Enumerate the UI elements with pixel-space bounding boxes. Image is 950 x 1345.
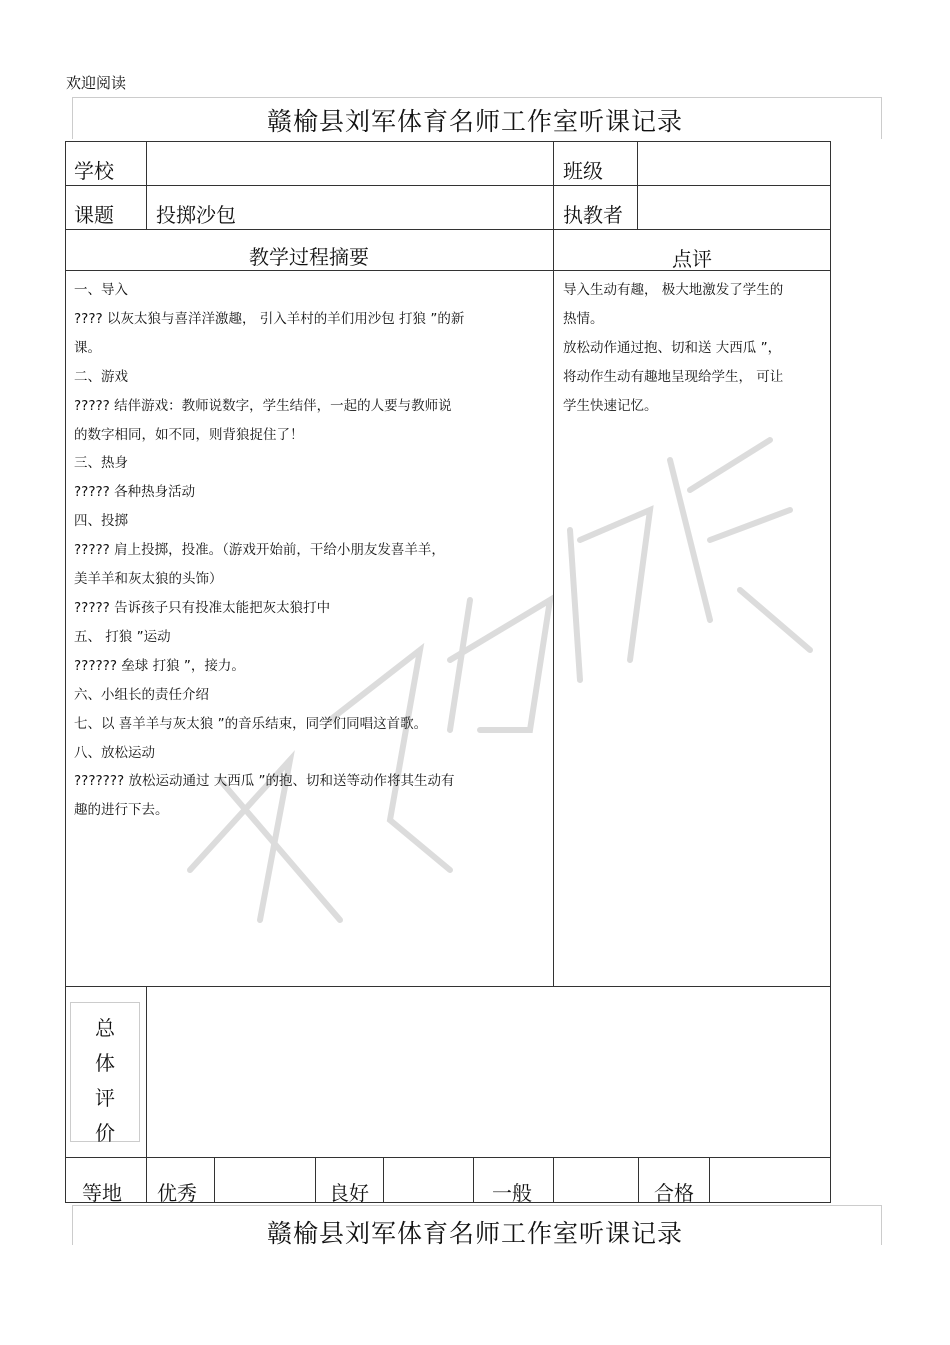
comment-line: 导入生动有趣， 极大地激发了学生的 <box>563 282 784 298</box>
grade-divider-6 <box>638 1157 639 1203</box>
comment-line: 放松动作通过抱、切和送 大西瓜 ”， <box>563 339 782 356</box>
grade-divider-7 <box>709 1157 710 1203</box>
process-line: ???? 以灰太狼与喜洋洋激趣， 引入羊村的羊们用沙包 打狼 ”的新 <box>74 310 465 327</box>
comment-line: 将动作生动有趣地呈现给学生， 可让 <box>563 368 784 385</box>
grade-option-average[interactable]: 一般 <box>492 1181 532 1205</box>
process-line: ????? 告诉孩子只有投准太能把灰太狼打中 <box>74 599 331 616</box>
process-line: ?????? 垒球 打狼 ”，接力。 <box>74 657 245 674</box>
process-line: 一、导入 <box>74 282 128 298</box>
process-summary <box>74 276 548 825</box>
process-header: 教学过程摘要 <box>249 245 369 269</box>
col-divider-right-label <box>637 141 638 229</box>
process-line: 三、热身 <box>74 455 128 472</box>
process-line: ????? 肩上投掷，投准。（游戏开始前，干给小朋友发喜羊羊， <box>74 542 445 559</box>
grade-option-pass[interactable]: 合格 <box>654 1181 694 1205</box>
process-line: 趣的进行下去。 <box>74 802 169 819</box>
header-note: 欢迎阅读 <box>66 74 127 92</box>
row-divider-5 <box>65 1157 831 1158</box>
school-label: 学校 <box>74 159 114 183</box>
process-line: 二、游戏 <box>74 368 128 385</box>
grade-label: 等地 <box>82 1181 122 1205</box>
overall-eval-char: 总 <box>95 1016 115 1040</box>
comment-content <box>563 276 825 421</box>
class-field[interactable] <box>646 155 824 181</box>
process-line: ??????? 放松运动通过 大西瓜 ”的抱、切和送等动作将其生动有 <box>74 773 455 790</box>
process-line: 的数字相同，如不同，则背狼捉住了！ <box>74 426 304 443</box>
overall-eval-char: 价 <box>95 1121 115 1145</box>
grade-divider-5 <box>553 1157 554 1203</box>
row-divider-2 <box>65 229 831 230</box>
process-line: 五、 打狼 ”运动 <box>74 628 171 645</box>
process-line: 七、以 喜羊羊与灰太狼 ”的音乐结束，同学们同唱这首歌。 <box>74 715 428 732</box>
class-label: 班级 <box>563 159 603 183</box>
process-line: 六、小组长的责任介绍 <box>74 686 209 703</box>
col-divider-eval <box>146 986 147 1203</box>
comment-line: 热情。 <box>563 310 604 327</box>
process-line: ????? 各种热身活动 <box>74 484 196 501</box>
grade-option-good[interactable]: 良好 <box>329 1181 369 1205</box>
col-divider-label <box>146 141 147 229</box>
teacher-field[interactable] <box>646 199 824 225</box>
grade-option-excellent[interactable]: 优秀 <box>157 1181 197 1205</box>
title-frame-top <box>72 97 882 98</box>
row-divider-1 <box>65 185 831 186</box>
overall-eval-char: 评 <box>95 1086 115 1110</box>
process-line: 美羊羊和灰太狼的头饰） <box>74 571 223 588</box>
teacher-label: 执教者 <box>563 203 623 227</box>
document-title: 赣榆县刘军体育名师工作室听课记录 <box>266 107 683 136</box>
overall-eval-field[interactable] <box>156 996 824 1146</box>
process-line: ????? 结伴游戏：教师说数字，学生结伴，一起的人要与教师说 <box>74 397 452 414</box>
topic-field[interactable]: 投掷沙包 <box>156 203 236 227</box>
grade-divider-2 <box>315 1157 316 1203</box>
school-field[interactable] <box>156 155 546 181</box>
grade-divider-3 <box>383 1157 384 1203</box>
topic-label: 课题 <box>74 203 114 227</box>
comment-line: 学生快速记忆。 <box>563 397 658 414</box>
grade-divider-1 <box>214 1157 215 1203</box>
row-divider-4 <box>65 986 831 987</box>
grade-divider-4 <box>473 1157 474 1203</box>
process-line: 课。 <box>74 339 101 356</box>
process-line: 八、放松运动 <box>74 744 155 761</box>
overall-eval-char: 体 <box>95 1051 115 1075</box>
footer-title: 赣榆县刘军体育名师工作室听课记录 <box>266 1219 683 1248</box>
comment-header: 点评 <box>672 247 712 271</box>
process-line: 四、投掷 <box>74 513 128 530</box>
